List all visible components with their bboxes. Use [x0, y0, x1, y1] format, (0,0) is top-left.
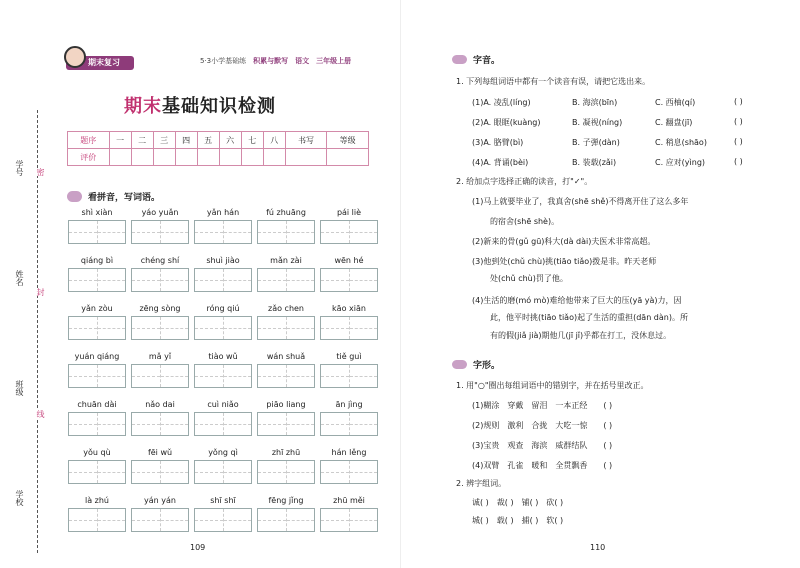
- pinyin-item: [194, 208, 252, 244]
- section-dot-icon: [452, 360, 467, 369]
- title-rest: 基础知识检测: [162, 96, 276, 117]
- pinyin-text: zēng sòng: [139, 304, 181, 313]
- section-zixing: [452, 358, 500, 371]
- question-2-line: 的宿舍(shē shè)。: [490, 217, 560, 226]
- pinyin-item: [194, 496, 252, 532]
- side-mark-mi: 密: [36, 168, 45, 176]
- pinyin-item: [68, 448, 126, 484]
- option-text: (4)A. 背诵(bèi): [472, 158, 529, 167]
- option-text: C. 应对(yìng): [655, 158, 706, 167]
- pinyin-text: yǎn zòu: [81, 304, 113, 313]
- score-header-cell: 六: [219, 132, 241, 149]
- question-2-line: 此，他平时挑(tiāo tiǎo)起了生活的重担(dān dàn)。所: [490, 313, 688, 322]
- score-cell[interactable]: [175, 149, 197, 166]
- question-2-line: (4)生活的磨(mó mò)难给他带来了巨大的压(yā yà)力，因: [472, 296, 682, 305]
- pinyin-text: kāo xiān: [332, 304, 366, 313]
- option-text: B. 凝视(níng): [572, 118, 623, 127]
- writing-boxes[interactable]: [257, 220, 315, 244]
- question-4: 2. 辨字组词。: [456, 479, 507, 488]
- writing-boxes[interactable]: [194, 412, 252, 436]
- writing-boxes[interactable]: [320, 268, 378, 292]
- writing-boxes[interactable]: [131, 508, 189, 532]
- section-ziyin-label: 字音。: [473, 56, 501, 66]
- question-3-item[interactable]: (2)规则 激利 合拢 大吃一惊 ( ): [472, 421, 613, 430]
- writing-boxes[interactable]: [194, 220, 252, 244]
- page-divider: [400, 0, 401, 568]
- writing-boxes[interactable]: [257, 316, 315, 340]
- score-header-cell: 题序: [68, 132, 110, 149]
- badge-text: 期末复习: [88, 58, 120, 67]
- option-text: B. 海滨(bīn): [572, 98, 618, 107]
- writing-boxes[interactable]: [68, 412, 126, 436]
- pinyin-item: [68, 208, 126, 244]
- pinyin-text: zhū měi: [333, 496, 365, 505]
- question-4-row[interactable]: 城( ) 载( ) 捕( ) 软( ): [472, 516, 564, 525]
- header-topic: 积累与默写: [253, 57, 289, 65]
- page-title: [0, 92, 400, 118]
- pinyin-item: [257, 352, 315, 388]
- pinyin-text: là zhú: [84, 496, 109, 505]
- writing-boxes[interactable]: [194, 268, 252, 292]
- pinyin-item: [194, 256, 252, 292]
- pinyin-item: [131, 352, 189, 388]
- pinyin-item: [320, 448, 378, 484]
- pinyin-item: [131, 256, 189, 292]
- pinyin-text: tiào wǔ: [208, 352, 238, 361]
- option-text: (1)A. 凌乱(líng): [472, 98, 531, 107]
- cartoon-avatar-icon: [64, 46, 86, 68]
- page-number-right: 110: [590, 543, 606, 552]
- pinyin-item: [131, 208, 189, 244]
- score-cell[interactable]: [241, 149, 263, 166]
- writing-boxes[interactable]: [257, 412, 315, 436]
- score-cell[interactable]: [131, 149, 153, 166]
- pinyin-item: [257, 304, 315, 340]
- pinyin-item: [257, 256, 315, 292]
- side-mark-feng: 封: [36, 288, 45, 296]
- side-label-class: 班级: [15, 380, 24, 396]
- score-cell[interactable]: [263, 149, 285, 166]
- writing-boxes[interactable]: [194, 508, 252, 532]
- writing-boxes[interactable]: [320, 220, 378, 244]
- pinyin-text: yáo yuǎn: [141, 208, 179, 217]
- pinyin-item: [194, 304, 252, 340]
- pinyin-item: [257, 400, 315, 436]
- writing-boxes[interactable]: [131, 316, 189, 340]
- question-3-item[interactable]: (4)双臂 孔雀 暖和 全贯飘香 ( ): [472, 461, 613, 470]
- pinyin-text: yǒu qù: [83, 448, 111, 457]
- score-header-cell: 四: [175, 132, 197, 149]
- pinyin-text: qiáng bì: [80, 256, 114, 265]
- answer-blank[interactable]: ( ): [734, 157, 743, 166]
- answer-blank[interactable]: ( ): [734, 97, 743, 106]
- section-pinyin-label: 看拼音，写词语。: [88, 193, 161, 203]
- pinyin-item: [257, 496, 315, 532]
- header-series: 5·3小学基础练: [200, 57, 247, 65]
- score-header-cell: 一: [109, 132, 131, 149]
- writing-boxes[interactable]: [257, 364, 315, 388]
- side-label-name: 姓名: [15, 270, 24, 286]
- pinyin-item: [68, 304, 126, 340]
- score-header-cell: 书写: [285, 132, 327, 149]
- writing-boxes[interactable]: [320, 412, 378, 436]
- pinyin-item: [320, 496, 378, 532]
- binding-line: [37, 110, 38, 553]
- writing-boxes[interactable]: [68, 364, 126, 388]
- score-table: [67, 131, 369, 166]
- writing-boxes[interactable]: [320, 364, 378, 388]
- pinyin-text: yán yán: [144, 496, 176, 505]
- pinyin-text: tiě guì: [336, 352, 362, 361]
- writing-boxes[interactable]: [131, 268, 189, 292]
- option-text: C. 翻盘(jī): [655, 118, 693, 127]
- question-2-line: (1)马上就要毕业了，我真舍(shē shě)不得离开住了这么多年: [472, 197, 689, 206]
- pinyin-text: chéng shí: [140, 256, 180, 265]
- pinyin-item: [194, 352, 252, 388]
- pinyin-text: shì xiàn: [81, 208, 113, 217]
- score-cell[interactable]: [197, 149, 219, 166]
- writing-boxes[interactable]: [320, 508, 378, 532]
- pinyin-text: wēn hé: [334, 256, 364, 265]
- pinyin-text: yuán qiáng: [74, 352, 120, 361]
- pinyin-item: [257, 448, 315, 484]
- score-cell[interactable]: [285, 149, 327, 166]
- pinyin-text: piāo liang: [266, 400, 306, 409]
- option-text: (2)A. 眼眶(kuàng): [472, 118, 541, 127]
- writing-boxes[interactable]: [194, 460, 252, 484]
- question-3: 1. 用"○"圈出每组词语中的错别字，并在括号里改正。: [456, 381, 649, 390]
- pinyin-item: [320, 400, 378, 436]
- pinyin-text: zǎo chen: [268, 304, 304, 313]
- section-pinyin: [67, 190, 160, 203]
- pinyin-text: wán shuǎ: [266, 352, 306, 361]
- page-header: [200, 56, 351, 66]
- section-ziyin: [452, 53, 500, 66]
- option-text: B. 装载(zǎi): [572, 158, 617, 167]
- pinyin-item: [257, 208, 315, 244]
- score-row-label: 评价: [68, 149, 110, 166]
- option-text: (3)A. 胳臂(bì): [472, 138, 524, 147]
- writing-boxes[interactable]: [131, 412, 189, 436]
- score-cell[interactable]: [327, 149, 369, 166]
- pinyin-text: shuì jiào: [206, 256, 240, 265]
- writing-boxes[interactable]: [68, 508, 126, 532]
- pinyin-text: yǒng qì: [208, 448, 238, 457]
- pinyin-text: fú zhuāng: [266, 208, 306, 217]
- pinyin-text: cuì niǎo: [207, 400, 239, 409]
- pinyin-item: [131, 304, 189, 340]
- pinyin-item: [131, 496, 189, 532]
- pinyin-item: [320, 352, 378, 388]
- page-number-left: 109: [190, 543, 206, 552]
- option-text: C. 西柚(qí): [655, 98, 696, 107]
- pinyin-text: mǎn zài: [270, 256, 302, 265]
- pinyin-item: [320, 304, 378, 340]
- question-2-line: 处(chǔ chù)罚了他。: [490, 274, 568, 283]
- question-2-line: 有的假(jiǎ jià)期他几(jī jǐ)乎都在打工，没休息过。: [490, 331, 672, 340]
- option-text: B. 子弹(dàn): [572, 138, 620, 147]
- pinyin-item: [131, 400, 189, 436]
- score-header-cell: 七: [241, 132, 263, 149]
- question-3-item[interactable]: (3)宝贵 观查 海滨 威群结队 ( ): [472, 441, 613, 450]
- pinyin-text: shī shī: [210, 496, 236, 505]
- header-subject: 语文: [295, 57, 310, 65]
- pinyin-text: hán lěng: [331, 448, 367, 457]
- writing-boxes[interactable]: [194, 364, 252, 388]
- pinyin-item: [68, 352, 126, 388]
- pinyin-item: [320, 256, 378, 292]
- pinyin-item: [68, 256, 126, 292]
- side-label-id: 学号: [15, 160, 24, 176]
- score-cell[interactable]: [109, 149, 131, 166]
- question-2-line: (3)他到处(chǔ chù)挑(tiāo tiǎo)拨是非。昨天老师: [472, 257, 657, 266]
- writing-boxes[interactable]: [131, 460, 189, 484]
- writing-boxes[interactable]: [131, 220, 189, 244]
- question-3-item[interactable]: (1)糊涂 穿戴 留泪 一本正经 ( ): [472, 401, 613, 410]
- question-2: 2. 给加点字选择正确的读音，打"✓"。: [456, 177, 593, 186]
- question-2-line: (2)新来的骨(gǔ gū)科大(dà dài)夫医术非常高超。: [472, 237, 656, 246]
- writing-boxes[interactable]: [68, 220, 126, 244]
- writing-boxes[interactable]: [68, 316, 126, 340]
- pinyin-item: [68, 400, 126, 436]
- pinyin-item: [194, 448, 252, 484]
- score-header-cell: 三: [153, 132, 175, 149]
- pinyin-item: [320, 208, 378, 244]
- writing-boxes[interactable]: [257, 460, 315, 484]
- pinyin-text: nǎo dai: [145, 400, 175, 409]
- pinyin-text: mǎ yǐ: [148, 352, 172, 361]
- pinyin-text: zhī zhū: [271, 448, 301, 457]
- score-header-cell: 二: [131, 132, 153, 149]
- section-dot-icon: [67, 191, 82, 202]
- pinyin-text: ān jìng: [335, 400, 363, 409]
- pinyin-text: fēi wǔ: [147, 448, 173, 457]
- writing-boxes[interactable]: [131, 364, 189, 388]
- writing-boxes[interactable]: [68, 460, 126, 484]
- score-header-cell: 等级: [327, 132, 369, 149]
- score-cell[interactable]: [219, 149, 241, 166]
- question-1: 1. 下列每组词语中都有一个读音有误，请把它选出来。: [456, 77, 651, 86]
- review-badge: [66, 56, 134, 70]
- title-pink: 期末: [124, 96, 162, 117]
- question-4-row[interactable]: 诚( ) 裁( ) 铺( ) 砍( ): [472, 498, 564, 507]
- pinyin-text: róng qiú: [206, 304, 240, 313]
- score-cell[interactable]: [153, 149, 175, 166]
- pinyin-item: [68, 496, 126, 532]
- score-header-cell: 八: [263, 132, 285, 149]
- section-dot-icon: [452, 55, 467, 64]
- pinyin-text: chuān dài: [77, 400, 117, 409]
- side-mark-xian: 线: [36, 410, 45, 418]
- header-grade: 三年级上册: [316, 57, 352, 65]
- writing-boxes[interactable]: [194, 316, 252, 340]
- side-label-school: 学校: [15, 490, 24, 506]
- writing-boxes[interactable]: [320, 460, 378, 484]
- writing-boxes[interactable]: [257, 508, 315, 532]
- pinyin-text: yǎn hán: [206, 208, 240, 217]
- answer-blank[interactable]: ( ): [734, 117, 743, 126]
- pinyin-text: pái liè: [336, 208, 362, 217]
- option-text: C. 稍息(shāo): [655, 138, 707, 147]
- writing-boxes[interactable]: [68, 268, 126, 292]
- score-header-cell: 五: [197, 132, 219, 149]
- writing-boxes[interactable]: [257, 268, 315, 292]
- pinyin-item: [194, 400, 252, 436]
- writing-boxes[interactable]: [320, 316, 378, 340]
- section-zixing-label: 字形。: [473, 361, 501, 371]
- pinyin-text: fēng jǐng: [268, 496, 304, 505]
- answer-blank[interactable]: ( ): [734, 137, 743, 146]
- pinyin-item: [131, 448, 189, 484]
